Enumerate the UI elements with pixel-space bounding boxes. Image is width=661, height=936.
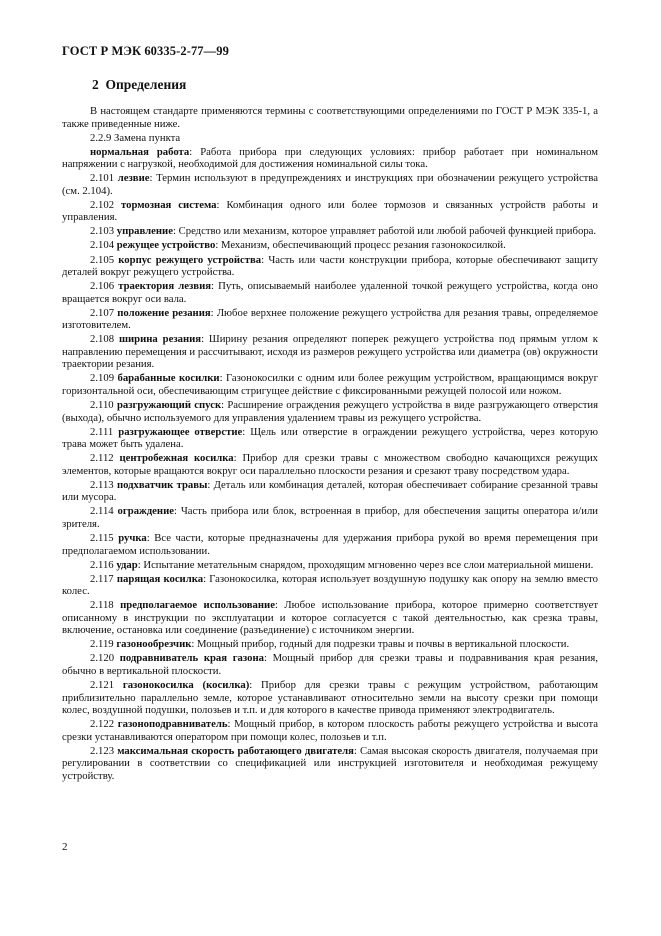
definitions-body	[62, 105, 598, 784]
definition-text: : Деталь или комбинация деталей, которая обеспечивает собирание срезанной травы или мусора.	[62, 478, 598, 504]
definition-text: : Часть прибора или блок, встроенная в прибор, для обеспечения защиты оператора и/или зрителя.	[62, 505, 598, 530]
definition-number: 2.118	[90, 599, 114, 612]
definition-text: Замена пункта	[114, 131, 181, 144]
definition-item	[62, 172, 598, 197]
definition-term: режущее устройство	[116, 239, 216, 252]
definition-text: : Мощный прибор для срезки травы и подравнивания края резания, обычно в вертикальной плоскости.	[62, 652, 598, 677]
definition-item	[62, 652, 598, 677]
definition-term: центробежная косилка	[119, 452, 234, 465]
definition-text: : Газонокосилки с одним или более режущим устройством, вращающимся вокруг горизонтальной оси, обеспечивающим стригущее действие с фиксированными режущей полосой или ножом.	[62, 372, 598, 397]
definition-text: : Часть или части конструкции прибора, которые обеспечивают защиту деталей вокруг режущего устройства.	[62, 253, 598, 279]
definition-number: 2.113	[90, 478, 114, 491]
definition-term: удар	[116, 558, 138, 571]
standard-header: ГОСТ Р МЭК 60335-2-77—99	[62, 44, 229, 58]
definition-number: 2.121	[90, 679, 115, 692]
definition-term: газонообрезчик	[116, 638, 192, 651]
definition-item	[62, 280, 598, 305]
definition-term: подхватчик травы	[116, 478, 208, 491]
definition-item	[62, 718, 598, 743]
page-number: 2	[62, 841, 68, 853]
definition-number: 2.114	[90, 505, 114, 518]
definition-item	[62, 132, 598, 145]
section-number: 2	[92, 77, 99, 92]
definition-term: предполагаемое использование	[120, 599, 275, 612]
definition-number: 2.101	[90, 172, 115, 185]
definition-text: : Мощный прибор, годный для подрезки травы и почвы в вертикальной плоскости.	[191, 638, 570, 651]
definition-number: 2.122	[90, 718, 115, 731]
definition-text: : Работа прибора при следующих условиях: прибор работает при номинальном напряжении с нагрузкой, необходимой для достижения номинальной силы тока.	[62, 145, 598, 171]
definition-item	[62, 307, 598, 332]
definition-term: разгружающее отверстие	[118, 425, 243, 438]
definition-item	[62, 599, 598, 637]
definition-term: лезвие	[117, 172, 150, 185]
definition-term: максимальная скорость работающего двигателя	[117, 744, 354, 757]
definition-item	[62, 679, 598, 717]
definition-text: : Расширение ограждения режущего устройства в виде разгружающего отверстия (выхода), обычно используемого для управления удалением травы из режущего устройства.	[62, 399, 599, 424]
definition-text: : Путь, описываемый наиболее удаленной точкой режущего устройства, когда оно вращается вокруг оси вала.	[62, 280, 598, 305]
definition-number: 2.105	[90, 253, 115, 266]
definition-item	[62, 532, 598, 557]
definition-item	[62, 638, 598, 651]
definition-number: 2.104	[90, 239, 115, 252]
definition-term: парящая косилка	[116, 572, 204, 585]
definition-term: тормозная система	[121, 198, 217, 211]
definition-number: 2.119	[90, 638, 114, 651]
definition-item	[62, 505, 598, 530]
definition-term: нормальная работа	[90, 145, 190, 158]
intro-paragraph: В настоящем стандарте применяются термины с соответствующими определениями по ГОСТ Р МЭК 335-1, а также приведенные ниже.	[62, 105, 598, 130]
section-title	[92, 77, 186, 93]
definition-item	[62, 199, 598, 224]
definition-term: управление	[116, 225, 173, 238]
definition-item	[62, 254, 598, 279]
definition-text: : Любое использование прибора, которое примерно соответствует описанному в инструкции по эксплуатации и которое согласуется с такой деятельностью, как срезка травы, включение, остановка или соединение (разъединение) с источником энергии.	[62, 599, 599, 637]
definition-term: ручка	[118, 532, 147, 544]
definition-number: 2.115	[90, 532, 114, 544]
definition-item	[62, 479, 598, 504]
definition-term: траектория лезвия	[118, 280, 212, 293]
definition-text: : Средство или механизм, которое управляет работой или любой рабочей функцией прибора.	[172, 225, 597, 238]
definition-text: : Любое верхнее положение режущего устройства для резания травы, определяемое изготовителем.	[62, 306, 598, 332]
definition-number: 2.103	[90, 225, 115, 238]
definition-item	[62, 225, 598, 238]
definition-item	[62, 573, 598, 598]
definition-number: 2.120	[90, 652, 115, 665]
definition-item	[62, 239, 598, 252]
definition-term: положение резания	[117, 306, 211, 319]
definitions-list	[62, 132, 598, 783]
definition-item	[62, 452, 598, 477]
definition-number: 2.123	[90, 744, 115, 757]
definition-item	[62, 333, 598, 371]
definition-number: 2.108	[90, 333, 115, 346]
definition-item	[62, 426, 598, 451]
definition-number: 2.110	[90, 399, 114, 412]
definition-number: 2.111	[90, 425, 114, 438]
definition-text: : Газонокосилка, которая использует воздушную подушку как опору на землю вместо колес.	[62, 572, 598, 598]
definition-item	[62, 372, 598, 397]
definition-item	[62, 399, 598, 424]
definition-text: : Самая высокая скорость двигателя, получаемая при регулировании в соответствии со спецификацией или инструкцией изготовителя и необходимая режущему устройству.	[62, 744, 599, 782]
definition-number: 2.107	[90, 306, 115, 319]
definition-term: ширина резания	[118, 333, 202, 346]
definition-item	[62, 559, 598, 572]
definition-term: барабанные косилки	[117, 372, 220, 385]
definition-number: 2.117	[90, 572, 114, 585]
definition-term: газоноподравниватель	[117, 718, 228, 731]
definition-number: 2.116	[90, 558, 114, 571]
definition-term: корпус режущего устройства	[118, 253, 262, 266]
definition-text: : Прибор для срезки травы с режущим устройством, работающим приблизительно параллельно земле, которое устанавливают относительно земли на высоту срезки при помощи колес, воздушной подушки, полозьев и т.п. и для которого в качестве привода применяют электродвигатель.	[62, 679, 598, 717]
definition-term: подравниватель края газона	[119, 652, 264, 665]
definition-term: ограждение	[117, 505, 174, 518]
definition-number: 2.109	[90, 372, 115, 385]
definition-text: : Все части, которые предназначены для удержания прибора рукой во время перемещения при предполагаемом использовании.	[62, 532, 599, 557]
definition-number: 2.102	[90, 198, 115, 211]
definition-text: : Ширину резания определяют поперек режущего устройства под прямым углом к направлению перемещения и рассчитывают, исходя из размеров режущего устройства или диаметра (ов) окружности траектории резания.	[62, 333, 599, 371]
definition-text: : Мощный прибор, в котором плоскость работы режущего устройства и высота срезки устанавливаются оператором при помощи колес, полозьев и т.п.	[62, 718, 599, 743]
definition-text: : Щель или отверстие в ограждении режущего устройства, через которую трава может быть удалена.	[62, 425, 598, 451]
definition-text: : Испытание метательным снарядом, проходящим мгновенно через все слои материальной мишени.	[137, 558, 594, 571]
section-title-text: Определения	[105, 77, 187, 92]
definition-item	[62, 146, 598, 171]
definition-term: разгружающий спуск	[116, 399, 222, 412]
definition-number: 2.106	[90, 280, 115, 293]
definition-term: газонокосилка (косилка)	[122, 679, 250, 692]
definition-number: 2.2.9	[90, 131, 112, 144]
definition-number: 2.112	[90, 452, 114, 465]
definition-text: : Термин используют в предупреждениях и инструкциях при обозначении режущего устройства (см. 2.104).	[62, 172, 599, 197]
definition-text: : Комбинация одного или более тормозов и связанных устройств работы и управления.	[62, 198, 598, 224]
definition-text: : Механизм, обеспечивающий процесс резания газонокосилкой.	[215, 239, 506, 252]
definition-item	[62, 745, 598, 783]
definition-text: : Прибор для срезки травы с множеством свободно качающихся режущих элементов, которые вращаются вокруг оси параллельно плоскости резания и срезают траву посредством удара.	[62, 452, 599, 477]
